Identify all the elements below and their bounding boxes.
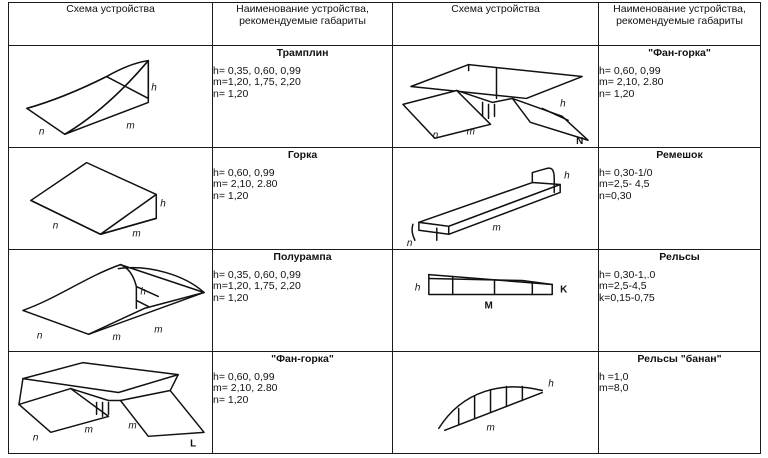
dimension-n: n= 1,20 bbox=[599, 87, 635, 100]
header-row bbox=[9, 3, 761, 46]
dimension-m: m=2,5- 4,5 bbox=[599, 178, 650, 191]
dimension-m: m=1,20, 1,75, 2,20 bbox=[213, 280, 301, 293]
scheme-banana-rail-drawing bbox=[393, 352, 599, 454]
table-row bbox=[9, 46, 761, 148]
header-scheme-right: Схема устройства bbox=[393, 3, 599, 46]
device-info-rails bbox=[599, 250, 761, 352]
fun-box-diagram bbox=[393, 46, 598, 147]
dim-label-n: n bbox=[432, 130, 439, 142]
dim-label-h: h bbox=[548, 378, 554, 390]
dimension-m: m= 2,10, 2.80 bbox=[213, 382, 278, 395]
device-info-banana-rail bbox=[599, 352, 761, 454]
banana-rail-diagram bbox=[393, 352, 598, 453]
header-name-line2: рекомендуемые габариты bbox=[616, 15, 743, 27]
device-title: Горка bbox=[287, 149, 318, 162]
device-title: "Фан-горка" bbox=[271, 353, 334, 366]
dim-label-n: n bbox=[52, 220, 59, 232]
dimension-h: h= 0,30-1,.0 bbox=[599, 268, 656, 281]
dimension-h: h= 0,30-1/0 bbox=[599, 166, 653, 179]
dim-label-h: h bbox=[160, 198, 166, 210]
device-info-fun-box-2 bbox=[213, 352, 393, 454]
dimension-m: m=8,0 bbox=[599, 382, 629, 395]
device-title: Ремешок bbox=[656, 149, 703, 162]
dimension-m: m=1,20, 1,75, 2,20 bbox=[213, 76, 301, 89]
dim-label-n: n bbox=[38, 126, 45, 138]
dim-label-m: m bbox=[112, 332, 121, 344]
dimension-h: h= 0,35, 0,60, 0,99 bbox=[213, 268, 301, 281]
dim-label-N: N bbox=[576, 136, 584, 148]
dimension-n: n= 1,20 bbox=[213, 393, 249, 406]
dim-label-n: n bbox=[406, 238, 413, 250]
dim-label-m: m bbox=[132, 228, 141, 240]
half-pipe-diagram bbox=[9, 250, 212, 351]
device-title: "Фан-горка" bbox=[648, 47, 711, 60]
device-title: Рельсы "банан" bbox=[637, 353, 722, 366]
dim-label-h: h bbox=[564, 170, 570, 182]
header-name-line1: Наименование устройства, bbox=[236, 3, 369, 15]
dim-label-L: L bbox=[190, 438, 197, 450]
dimension-h: h= 0,60, 0,99 bbox=[213, 370, 275, 383]
table-row bbox=[9, 250, 761, 352]
dimension-n: n= 1,20 bbox=[213, 87, 249, 100]
dim-label-m: m bbox=[486, 422, 495, 434]
dim-label-m: m bbox=[154, 324, 163, 336]
dim-label-M: M bbox=[484, 300, 493, 312]
dim-label-m: m bbox=[84, 424, 93, 436]
dim-label-n: n bbox=[32, 432, 39, 444]
header-name-right bbox=[599, 3, 761, 46]
dimension-h: h= 0,60, 0,99 bbox=[213, 166, 275, 179]
strap-diagram bbox=[393, 148, 598, 249]
dimension-h: h= 0,60, 0,99 bbox=[599, 64, 661, 77]
table-row bbox=[9, 148, 761, 250]
fun-box-2-diagram bbox=[9, 352, 212, 453]
dimension-h: h= 0,35, 0,60, 0,99 bbox=[213, 64, 301, 77]
dimension-m: m= 2,10, 2.80 bbox=[213, 178, 278, 191]
dim-label-m: m bbox=[492, 222, 501, 234]
device-table bbox=[8, 2, 761, 454]
dim-label-K: K bbox=[560, 284, 568, 296]
dimension-m: m=2,5-4,5 bbox=[599, 280, 647, 293]
dimension-n: n=0,30 bbox=[599, 189, 632, 202]
dimension-h: h =1,0 bbox=[599, 370, 629, 383]
device-info-slope bbox=[213, 148, 393, 250]
device-info-strap bbox=[599, 148, 761, 250]
scheme-strap-drawing bbox=[393, 148, 599, 250]
ramp-diagram bbox=[9, 46, 212, 147]
dim-label-h: h bbox=[414, 282, 421, 294]
dimension-n: n= 1,20 bbox=[213, 189, 249, 202]
scheme-fun-box-2-drawing bbox=[9, 352, 213, 454]
dimension-m: m= 2,10, 2.80 bbox=[599, 76, 664, 89]
scheme-slope-drawing bbox=[9, 148, 213, 250]
device-title: Трамплин bbox=[276, 47, 329, 60]
dim-label-m: m bbox=[126, 120, 135, 132]
dim-label-h: h bbox=[140, 286, 146, 298]
scheme-rails-drawing bbox=[393, 250, 599, 352]
scheme-fun-box-drawing bbox=[393, 46, 599, 148]
scheme-ramp-drawing bbox=[9, 46, 213, 148]
dimension-n: n= 1,20 bbox=[213, 291, 249, 304]
device-info-ramp bbox=[213, 46, 393, 148]
dim-label-h: h bbox=[560, 98, 566, 110]
device-info-half-pipe bbox=[213, 250, 393, 352]
rails-diagram bbox=[393, 250, 598, 351]
slope-diagram bbox=[9, 148, 212, 249]
header-scheme-left: Схема устройства bbox=[9, 3, 213, 46]
dim-label-m: m bbox=[128, 420, 137, 432]
scheme-half-pipe-drawing bbox=[9, 250, 213, 352]
dim-label-h: h bbox=[151, 82, 157, 94]
dim-label-m: m bbox=[466, 126, 475, 138]
device-info-fun-box bbox=[599, 46, 761, 148]
header-name-line2: рекомендуемые габариты bbox=[239, 15, 366, 27]
dimension-k: k=0,15-0,75 bbox=[599, 291, 655, 304]
dim-label-n: n bbox=[36, 330, 43, 342]
header-name-left bbox=[213, 3, 393, 46]
device-title: Полурампа bbox=[273, 251, 332, 264]
header-name-line1: Наименование устройства, bbox=[613, 3, 746, 15]
table-row bbox=[9, 352, 761, 454]
device-title: Рельсы bbox=[659, 251, 700, 264]
